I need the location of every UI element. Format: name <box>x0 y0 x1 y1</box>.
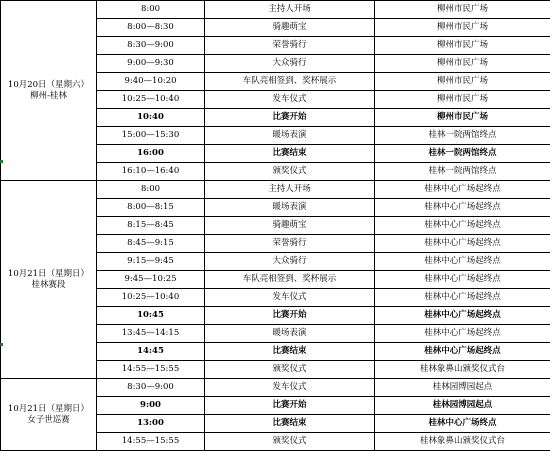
day-stage: 女子世巡赛 <box>1 415 96 426</box>
day-date: 10月21日（星期日） <box>1 404 96 415</box>
day-label-cell <box>1 181 97 379</box>
event-cell: 发车仪式 <box>205 91 375 109</box>
time-cell: 10:25—10:40 <box>97 289 205 307</box>
location-cell: 桂林中心广场起终点 <box>375 307 550 325</box>
time-cell: 14:55—15:55 <box>97 361 205 379</box>
event-cell: 比赛开始 <box>205 397 375 415</box>
time-cell: 10:40 <box>97 109 205 127</box>
table-row <box>1 181 550 199</box>
event-cell: 暖场表演 <box>205 199 375 217</box>
event-cell: 大众骑行 <box>205 55 375 73</box>
event-cell: 骑趣萌宝 <box>205 19 375 37</box>
section-marker <box>0 343 3 346</box>
time-cell: 15:00—15:30 <box>97 127 205 145</box>
time-cell: 9:45—10:25 <box>97 271 205 289</box>
event-cell: 荣誉骑行 <box>205 235 375 253</box>
day-date: 10月20日（星期六） <box>1 80 96 91</box>
location-cell: 柳州市民广场 <box>375 19 550 37</box>
location-cell: 柳州市民广场 <box>375 73 550 91</box>
event-cell: 暖场表演 <box>205 127 375 145</box>
time-cell: 8:00 <box>97 1 205 19</box>
event-cell: 骑趣萌宝 <box>205 217 375 235</box>
location-cell: 桂林中心广场起终点 <box>375 253 550 271</box>
time-cell: 8:00—8:30 <box>97 19 205 37</box>
event-cell: 大众骑行 <box>205 253 375 271</box>
location-cell: 柳州市民广场 <box>375 1 550 19</box>
time-cell: 8:45—9:15 <box>97 235 205 253</box>
time-cell: 9:40—10:20 <box>97 73 205 91</box>
time-cell: 14:55—15:55 <box>97 433 205 451</box>
event-cell: 颁奖仪式 <box>205 163 375 181</box>
location-cell: 桂林中心广场终点 <box>375 415 550 433</box>
time-cell: 8:00—8:15 <box>97 199 205 217</box>
day-date: 10月21日（星期日） <box>1 269 96 280</box>
location-cell: 桂林园博园起点 <box>375 397 550 415</box>
location-cell: 桂林中心广场起终点 <box>375 289 550 307</box>
schedule-body <box>1 1 550 451</box>
day-stage: 桂林赛段 <box>1 280 96 291</box>
table-row <box>1 1 550 19</box>
location-cell: 柳州市民广场 <box>375 37 550 55</box>
event-cell: 比赛开始 <box>205 109 375 127</box>
time-cell: 8:00 <box>97 181 205 199</box>
event-cell: 主持人开场 <box>205 1 375 19</box>
time-cell: 10:45 <box>97 307 205 325</box>
location-cell: 柳州市民广场 <box>375 109 550 127</box>
event-cell: 发车仪式 <box>205 379 375 397</box>
location-cell: 桂林一院两馆终点 <box>375 145 550 163</box>
event-cell: 比赛结束 <box>205 343 375 361</box>
day-label-cell <box>1 1 97 181</box>
table-row <box>1 379 550 397</box>
location-cell: 桂林象鼻山颁奖仪式台 <box>375 433 550 451</box>
location-cell: 桂林中心广场起终点 <box>375 181 550 199</box>
event-cell: 比赛开始 <box>205 307 375 325</box>
location-cell: 桂林园博园起点 <box>375 379 550 397</box>
event-cell: 主持人开场 <box>205 181 375 199</box>
time-cell: 13:45—14:15 <box>97 325 205 343</box>
event-cell: 颁奖仪式 <box>205 433 375 451</box>
location-cell: 桂林中心广场起终点 <box>375 235 550 253</box>
time-cell: 8:30—9:00 <box>97 379 205 397</box>
location-cell: 柳州市民广场 <box>375 91 550 109</box>
time-cell: 9:00 <box>97 397 205 415</box>
day-stage: 柳州-桂林 <box>1 91 96 102</box>
location-cell: 桂林中心广场起终点 <box>375 271 550 289</box>
event-cell: 发车仪式 <box>205 289 375 307</box>
event-cell: 颁奖仪式 <box>205 361 375 379</box>
event-cell: 荣誉骑行 <box>205 37 375 55</box>
time-cell: 13:00 <box>97 415 205 433</box>
day-label-cell <box>1 379 97 451</box>
time-cell: 9:00—9:30 <box>97 55 205 73</box>
location-cell: 桂林中心广场起终点 <box>375 325 550 343</box>
time-cell: 10:25—10:40 <box>97 91 205 109</box>
event-cell: 比赛结束 <box>205 415 375 433</box>
time-cell: 16:10—16:40 <box>97 163 205 181</box>
time-cell: 9:15—9:45 <box>97 253 205 271</box>
location-cell: 桂林中心广场起终点 <box>375 343 550 361</box>
location-cell: 桂林一院两馆终点 <box>375 127 550 145</box>
location-cell: 桂林中心广场起终点 <box>375 199 550 217</box>
event-cell: 车队亮相签到、奖杯展示 <box>205 73 375 91</box>
section-marker <box>0 160 3 163</box>
location-cell: 桂林一院两馆终点 <box>375 163 550 181</box>
location-cell: 桂林中心广场起终点 <box>375 217 550 235</box>
time-cell: 14:45 <box>97 343 205 361</box>
time-cell: 8:30—9:00 <box>97 37 205 55</box>
time-cell: 8:15—8:45 <box>97 217 205 235</box>
location-cell: 桂林象鼻山颁奖仪式台 <box>375 361 550 379</box>
time-cell: 16:00 <box>97 145 205 163</box>
event-cell: 比赛结束 <box>205 145 375 163</box>
event-cell: 车队亮相签到、奖杯展示 <box>205 271 375 289</box>
event-cell: 暖场表演 <box>205 325 375 343</box>
location-cell: 柳州市民广场 <box>375 55 550 73</box>
